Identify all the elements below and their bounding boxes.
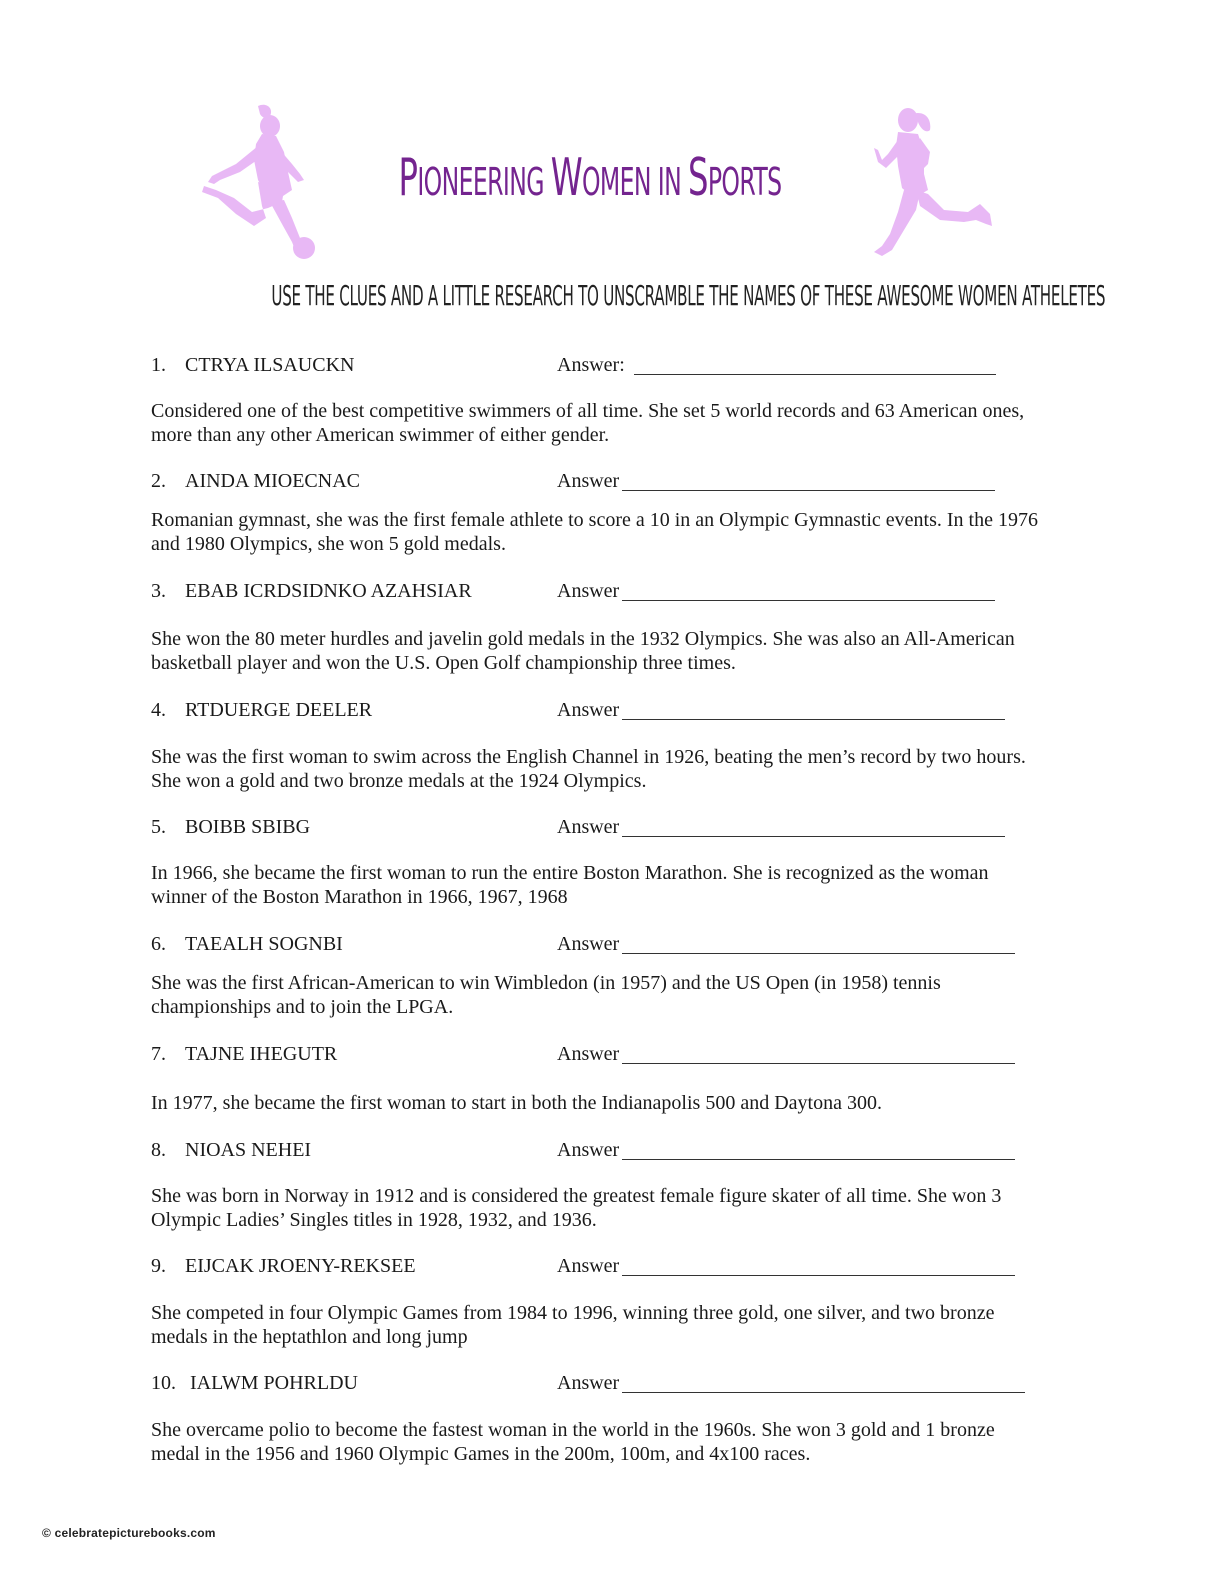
answer-blank-line[interactable] (622, 1159, 1015, 1160)
title-initial-p: P (398, 148, 418, 208)
answer-blank-line[interactable] (622, 1275, 1015, 1276)
page-title (224, 148, 956, 208)
scrambled-name: NIOAS NEHEI (185, 1139, 312, 1161)
scrambled-name: IALWM POHRLDU (190, 1372, 358, 1394)
title-word-omen-in: OMEN IN (581, 160, 688, 204)
puzzle-item-4 (151, 697, 1051, 723)
scrambled-name: AINDA MIOECNAC (185, 470, 360, 492)
title-initial-w: W (550, 148, 582, 208)
answer-blank-line[interactable] (622, 836, 1005, 837)
scrambled-name: TAJNE IHEGUTR (185, 1043, 338, 1065)
answer-blank-line[interactable] (622, 719, 1005, 720)
scrambled-name: RTDUERGE DEELER (185, 699, 373, 721)
puzzle-item-2 (151, 468, 1051, 494)
answer-label: Answer: (557, 354, 625, 376)
item-number: 7. (151, 1043, 166, 1065)
puzzle-item-1 (151, 352, 1051, 378)
puzzle-item-3 (151, 578, 1051, 604)
answer-label: Answer (557, 1139, 620, 1161)
title-word-ioneering: IONEERING (417, 160, 551, 204)
runner-silhouette-icon (868, 100, 1003, 265)
puzzle-item-5 (151, 814, 1051, 840)
answer-blank-line[interactable] (622, 600, 995, 601)
title-initial-s: S (687, 148, 708, 208)
answer-label: Answer (557, 1043, 620, 1065)
clue-text: Romanian gymnast, she was the first female athlete to score a 10 in an Olympic Gymnastic events. In the 1976 and 1980 Olympics, she won 5 gold medals. (151, 509, 1038, 555)
answer-label: Answer (557, 816, 620, 838)
item-number: 8. (151, 1139, 166, 1161)
scrambled-name: EBAB ICRDSIDNKO AZAHSIAR (185, 580, 472, 602)
item-number: 2. (151, 470, 166, 492)
scrambled-name: CTRYA ILSAUCKN (185, 354, 355, 376)
puzzle-item-9 (151, 1253, 1051, 1279)
instructions-subtitle: USE THE CLUES AND A LITTLE RESEARCH TO UNSCRAMBLE THE NAMES OF THESE AWESOME WOMEN ATHELETES (271, 279, 1106, 312)
answer-label: Answer (557, 470, 620, 492)
answer-label: Answer (557, 699, 620, 721)
puzzle-item-10 (151, 1370, 1051, 1396)
clue-text: She was the first African-American to win Wimbledon (in 1957) and the US Open (in 1958) tennis championships and to join the LPGA. (151, 972, 941, 1018)
puzzle-item-8 (151, 1137, 1051, 1163)
answer-blank-line[interactable] (634, 374, 996, 375)
item-number: 6. (151, 933, 166, 955)
clue-text: She was the first woman to swim across the English Channel in 1926, beating the men’s record by two hours. She won a gold and two bronze medals at the 1924 Olympics. (151, 746, 1026, 792)
answer-label: Answer (557, 1255, 620, 1277)
answer-blank-line[interactable] (622, 1063, 1015, 1064)
scrambled-name: BOIBB SBIBG (185, 816, 311, 838)
title-word-ports: PORTS (707, 160, 782, 204)
scrambled-name: TAEALH SOGNBI (185, 933, 343, 955)
clue-text: She competed in four Olympic Games from 1984 to 1996, winning three gold, one silver, and two bronze medals in the heptathlon and long jump (151, 1302, 995, 1348)
answer-label: Answer (557, 933, 620, 955)
clue-text: In 1966, she became the first woman to run the entire Boston Marathon. She is recognized as the woman winner of the Boston Marathon in 1966, 1967, 1968 (151, 862, 989, 908)
puzzle-item-6 (151, 931, 1051, 957)
puzzle-item-7 (151, 1041, 1051, 1067)
answer-blank-line[interactable] (622, 953, 1015, 954)
item-number: 1. (151, 354, 166, 376)
answer-blank-line[interactable] (622, 490, 995, 491)
clue-text: She overcame polio to become the fastest woman in the world in the 1960s. She won 3 gold and 1 bronze medal in the 1956 and 1960 Olympic Games in the 200m, 100m, and 4x100 races. (151, 1419, 995, 1465)
copyright-footer: © celebratepicturebooks.com (42, 1526, 216, 1540)
item-number: 9. (151, 1255, 166, 1277)
scrambled-name: EIJCAK JROENY-REKSEE (185, 1255, 416, 1277)
clue-text: She won the 80 meter hurdles and javelin gold medals in the 1932 Olympics. She was also an All-American basketball player and won the U.S. Open Golf championship three times. (151, 628, 1015, 674)
clue-text: In 1977, she became the first woman to start in both the Indianapolis 500 and Daytona 300. (151, 1092, 882, 1114)
answer-blank-line[interactable] (622, 1392, 1025, 1393)
item-number: 10. (151, 1372, 176, 1394)
item-number: 3. (151, 580, 166, 602)
item-number: 4. (151, 699, 166, 721)
clue-text: Considered one of the best competitive swimmers of all time. She set 5 world records and 63 American ones, more than any other American swimmer of either gender. (151, 400, 1025, 446)
answer-label: Answer (557, 1372, 620, 1394)
clue-text: She was born in Norway in 1912 and is considered the greatest female figure skater of all time. She won 3 Olympic Ladies’ Singles titles in 1928, 1932, and 1936. (151, 1185, 1002, 1231)
answer-label: Answer (557, 580, 620, 602)
item-number: 5. (151, 816, 166, 838)
